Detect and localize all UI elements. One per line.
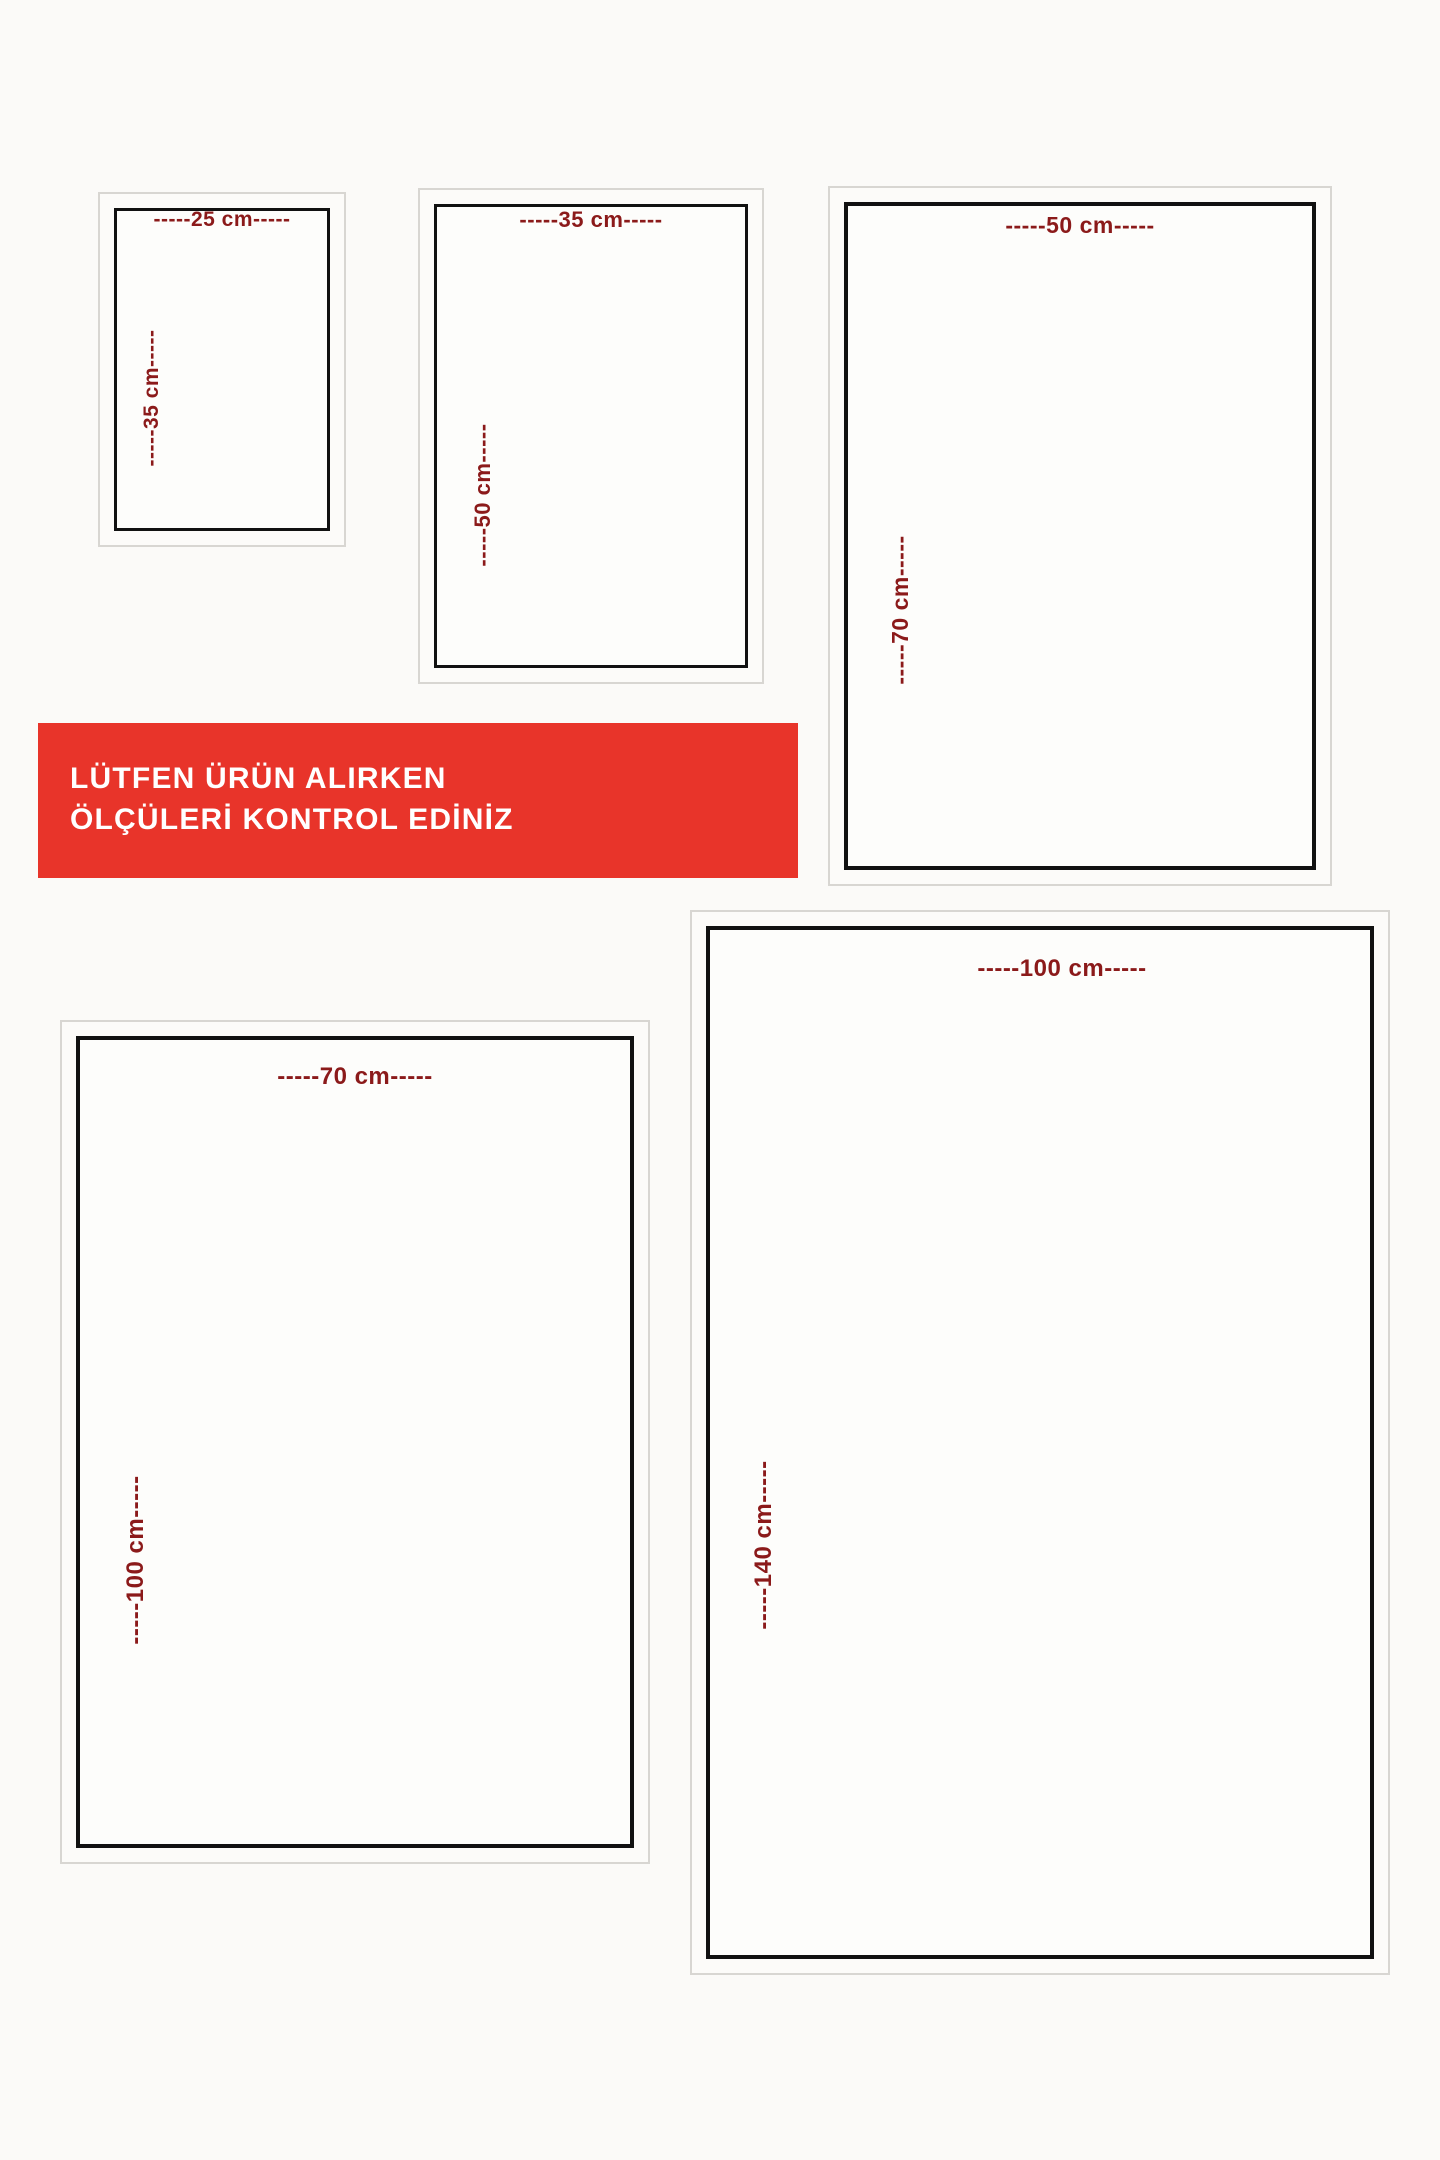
dim-50x70-height: -----70 cm----- <box>887 535 913 685</box>
dim-25x35-width: -----25 cm----- <box>153 208 291 231</box>
dim-50x70-width: -----50 cm----- <box>1005 212 1155 238</box>
dim-25x35-height: -----35 cm----- <box>140 329 163 467</box>
frame-70x100-inner <box>76 1036 634 1848</box>
dim-35x50-width: -----35 cm----- <box>519 207 663 232</box>
dim-100x140-width: -----100 cm----- <box>977 955 1147 982</box>
warning-banner-line1: LÜTFEN ÜRÜN ALIRKEN <box>70 762 447 795</box>
dim-100x140-height: -----140 cm----- <box>750 1460 777 1630</box>
warning-banner <box>38 723 798 878</box>
frame-25x35 <box>98 192 346 547</box>
warning-banner-line2: ÖLÇÜLERİ KONTROL EDİNİZ <box>70 802 514 836</box>
frame-70x100 <box>60 1020 650 1864</box>
frame-100x140-inner <box>706 926 1374 1959</box>
dim-35x50-height: -----50 cm----- <box>470 423 495 567</box>
frame-50x70-inner <box>844 202 1316 870</box>
frame-100x140 <box>690 910 1390 1975</box>
dim-70x100-height: -----100 cm----- <box>122 1475 149 1645</box>
dim-70x100-width: -----70 cm----- <box>277 1063 433 1090</box>
